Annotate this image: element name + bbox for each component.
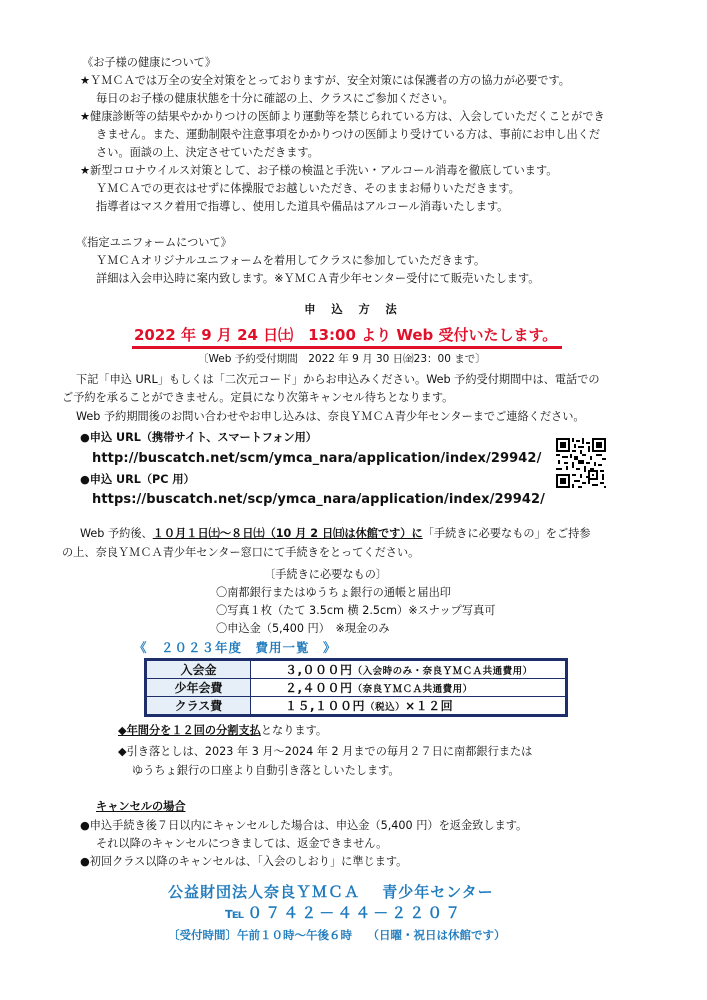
required-item: 〇写真１枚（たて 3.5cm 横 2.5cm）※スナップ写真可: [216, 604, 496, 617]
fee-suffix: ×１２回: [405, 699, 454, 713]
fees-table: [144, 658, 568, 717]
fee-name: クラス費: [146, 697, 251, 716]
uniform-line: ＹＭＣＡオリジナルユニフォームを着用してクラスに参加していただきます。: [96, 254, 486, 267]
footer-hours: 〔受付時間〕午前１０時～午後６時 （日曜・祝日は休館です）: [168, 928, 506, 942]
cancel-line: ●初回クラス以降のキャンセルは、「入会のしおり」に準じます。: [80, 855, 408, 868]
health-line: 指導者はマスク着用で指導し、使用した道具や備品はアルコール消毒いたします。: [96, 200, 509, 213]
fee-name: 少年会費: [146, 679, 251, 697]
footer-org: 公益財団法人奈良ＹＭＣＡ 青少年センター: [168, 883, 494, 901]
cancel-heading: キャンセルの場合: [96, 800, 186, 813]
health-line: ★新型コロナウイルス対策として、お子様の検温と手洗い・アルコール消毒を徹底しています。: [80, 164, 558, 177]
uniform-line: 詳細は入会申込時に案内致します。※ＹＭＣＡ青少年センター受付にて販売いたします。: [96, 272, 540, 285]
health-line: ★健康診断等の結果やかかりつけの医師より運動等を禁じられている方は、入会していただくことができ: [80, 110, 605, 123]
fee-note-1: [118, 723, 327, 739]
table-row: [146, 660, 567, 679]
required-item: 〇申込金（5,400 円） ※現金のみ: [216, 622, 390, 635]
fee-note-2: ◆引き落としは、2023 年 3 月～2024 年 2 月までの毎月２７日に南都銀行または: [118, 745, 533, 758]
health-line: ★ＹＭＣＡでは万全の安全対策をとっておりますが、安全対策には保護者の方の協力が必要です。: [80, 74, 570, 87]
cancel-line: それ以降のキャンセルにつきましては、返金できません。: [96, 837, 388, 850]
application-text: ご予約を承ることができません。定員になり次第キャンセル待ちとなります。: [62, 391, 454, 404]
fee-value: ２,４００円: [285, 681, 353, 695]
fee-name: 入会金: [146, 660, 251, 679]
fee-value-cell: [251, 697, 567, 716]
application-period: 〔Web 予約受付期間 2022 年 9 月 30 日㈮23：00 まで〕: [198, 353, 486, 365]
fee-value: １５,１００円: [285, 699, 366, 713]
fees-title: 《 ２０２３年度 費用一覧 》: [134, 640, 337, 655]
application-heading: 申 込 方 法: [304, 303, 403, 316]
fee-note-2-cont: ゆうちょ銀行の口座より自動引き落としいたします。: [132, 764, 400, 777]
headline-underline: [132, 346, 562, 349]
fee-note: （入会時のみ・奈良ＹＭＣＡ共通費用）: [352, 666, 533, 677]
fee-value-cell: [251, 679, 567, 697]
application-text: 下記「申込 URL」もしくは「二次元コード」からお申込みください。Web 予約受付期間中は、電話での: [76, 373, 600, 386]
table-row: [146, 679, 567, 697]
qr-code-icon[interactable]: [556, 438, 606, 488]
uniform-heading: 《指定ユニフォームについて》: [76, 236, 232, 249]
fee-value: ３,０００円: [285, 663, 353, 677]
application-headline: 2022 年 9 月 24 日㈯ 13:00 より Web 受付いたします。: [134, 326, 558, 344]
procedure-dates: １０月１日㈯～８日㈯（10 月 2 日㈰は休館です）に: [152, 527, 423, 540]
fee-note: （税込）: [365, 702, 406, 713]
health-line: 毎日のお子様の健康状態を十分に確認の上、クラスにご参加ください。: [96, 92, 454, 105]
fee-note-1-rest: となります。: [260, 724, 328, 737]
required-item: 〇南都銀行またはゆうちょ銀行の通帳と届出印: [216, 586, 451, 599]
fee-note: （奈良ＹＭＣＡ共通費用）: [352, 684, 473, 695]
fee-note-1-bold: ◆年間分を１２回の分割支払: [118, 724, 261, 737]
cancel-line: ●申込手続き後７日以内にキャンセルした場合は、申込金（5,400 円）を返金致します。: [80, 819, 528, 832]
health-line: ＹＭＣＡでの更衣はせずに体操服でお越しいただき、そのままお帰りいただきます。: [96, 182, 520, 195]
table-row: [146, 697, 567, 716]
health-line: きません。また、運動制限や注意事項をかかりつけの医師より受けている方は、事前にお申し出くだ: [96, 128, 601, 141]
pc-url-label: ●申込 URL（PC 用）: [80, 473, 195, 486]
pc-url-link[interactable]: https://buscatch.net/scp/ymca_nara/application/index/29942/: [92, 492, 546, 507]
mobile-url-label: ●申込 URL（携帯サイト、スマートフォン用）: [80, 431, 317, 444]
procedure-line-1: [80, 526, 591, 542]
health-heading: 《お子様の健康について》: [82, 56, 217, 69]
fee-value-cell: [251, 660, 567, 679]
application-text: Web 予約期間後のお問い合わせやお申し込みは、奈良ＹＭＣＡ青少年センターまでご連絡ください。: [76, 410, 585, 423]
mobile-url-link[interactable]: http://buscatch.net/scm/ymca_nara/application/index/29942/: [92, 451, 542, 466]
required-heading: 〔手続きに必要なもの〕: [264, 568, 388, 581]
footer-tel: ℡０７４２－４４－２２０７: [225, 904, 464, 922]
health-line: さい。面談の上、決定させていただきます。: [96, 146, 319, 159]
procedure-post: 「手続きに必要なもの」をご持参: [422, 527, 591, 540]
procedure-pre: Web 予約後、: [80, 527, 153, 540]
procedure-line-2: の上、奈良ＹＭＣＡ青少年センター窓口にて手続きをとってください。: [62, 546, 420, 559]
